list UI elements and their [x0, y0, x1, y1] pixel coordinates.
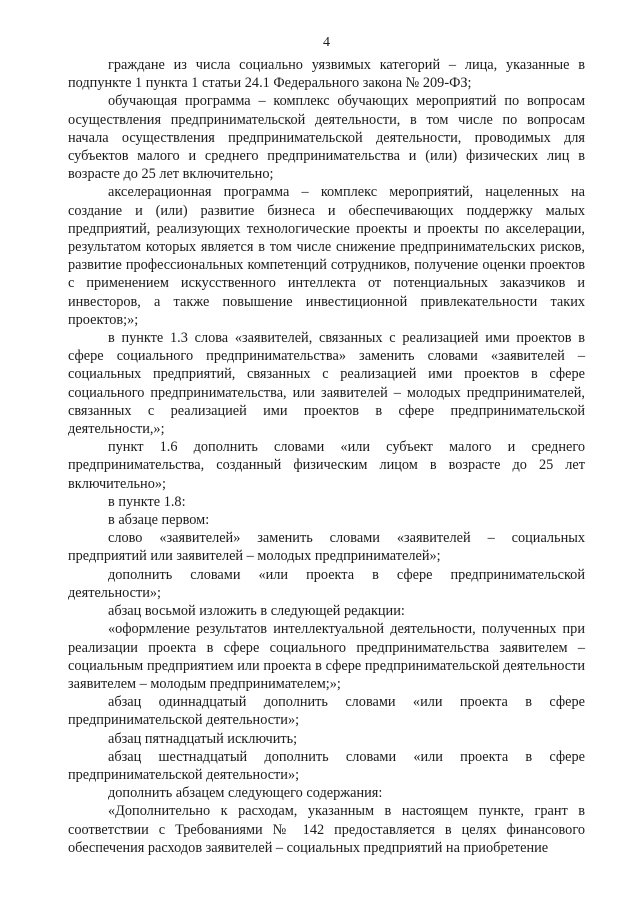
paragraph: в абзаце первом:	[108, 512, 210, 529]
document-body	[68, 56, 585, 857]
paragraph: абзац шестнадцатый дополнить словами «или проекта в сфере предпринимательской деятельности»;	[68, 748, 585, 783]
paragraph: «Дополнительно к расходам, указанным в настоящем пункте, грант в соответствии с Требованиями № 142 предоставляется в целях финансового обеспечения расходов заявителей – социальных предприятий на приобретение	[68, 803, 585, 856]
paragraph: пункт 1.6 дополнить словами «или субъект малого и среднего предпринимательства, созданный физическим лицом в возрасте до 25 лет включительно»;	[68, 439, 585, 492]
paragraph: абзац восьмой изложить в следующей редакции:	[108, 603, 405, 620]
paragraph: в пункте 1.3 слова «заявителей, связанных с реализацией ими проектов в сфере социального предпринимательства» заменить словами «заявителей – социальных предприятий, связанных с реализацией ими проектов в сфере социального предпринимательства, или заявителей – молодых предпринимателей, связанных с реализацией ими проектов в сфере предпринимательской деятельности,»;	[68, 330, 585, 438]
paragraph: абзац пятнадцатый исключить;	[108, 730, 298, 747]
paragraph: обучающая программа – комплекс обучающих мероприятий по вопросам осуществления предпринимательской деятельности, в том числе по вопросам начала осуществления предпринимательской деятельности, проводимых для субъектов малого и среднего предпринимательства и (или) физических лиц в возрасте до 25 лет включительно;	[68, 93, 585, 183]
paragraph: абзац одиннадцатый дополнить словами «или проекта в сфере предпринимательской деятельности»;	[68, 694, 585, 729]
paragraph: акселерационная программа – комплекс мероприятий, нацеленных на создание и (или) развитие бизнеса и обеспечивающих поддержку малых предприятий, реализующих технологические проекты и проекты по акселерации, результатом которых является в том числе снижение предпринимательских рисков, развитие профессиональных компетенций сотрудников, получение оценки проектов с применением искусственного интеллекта от потенциальных заказчиков и инвесторов, а также повышение инвестиционной привлекательности таких проектов;»;	[68, 184, 585, 328]
paragraph: дополнить абзацем следующего содержания:	[108, 785, 383, 802]
paragraph: в пункте 1.8:	[108, 493, 186, 510]
paragraph: «оформление результатов интеллектуальной деятельности, полученных при реализации проекта в сфере социального предпринимательства заявителем – социальным предприятием или проекта в сфере предпринимательской деятельности заявителем – молодым предпринимателем;»;	[68, 621, 585, 692]
paragraph: дополнить словами «или проекта в сфере предпринимательской деятельности»;	[68, 566, 585, 601]
page-number: 4	[323, 35, 330, 50]
paragraph: граждане из числа социально уязвимых категорий – лица, указанные в подпункте 1 пункта 1 статьи 24.1 Федерального закона № 209-ФЗ;	[68, 57, 585, 92]
paragraph: слово «заявителей» заменить словами «заявителей – социальных предприятий или заявителей – молодых предпринимателей»;	[68, 530, 585, 565]
